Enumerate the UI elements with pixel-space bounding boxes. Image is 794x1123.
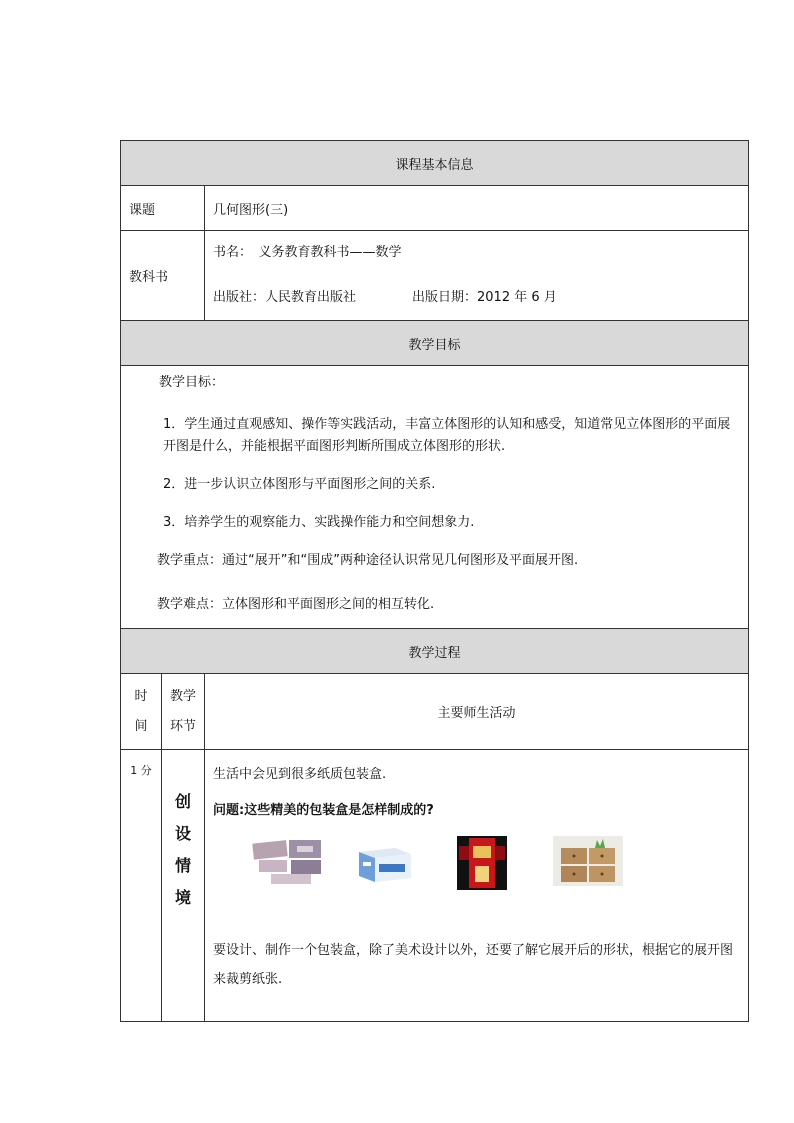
- packaging-box-image: [457, 836, 507, 890]
- textbook-label: 教科书: [121, 231, 205, 321]
- packaging-box-image: [355, 842, 415, 886]
- column-header-stage: [162, 674, 205, 750]
- textbook-pub-date: 出版日期：2012 年 6 月: [412, 290, 557, 305]
- column-header-stage-line: 环节: [169, 718, 196, 734]
- column-header-time: [121, 674, 162, 750]
- section-header-basic-info: 课程基本信息: [121, 141, 749, 186]
- stage-char: 创: [174, 792, 191, 811]
- topic-label: 课题: [121, 186, 205, 231]
- key-point: 教学重点：通过“展开”和“围成”两种途径认识常见几何图形及平面展开图.: [157, 553, 579, 568]
- packaging-box-image: [249, 838, 329, 888]
- section-header-objectives: 教学目标: [121, 321, 749, 366]
- section-header-process: 教学过程: [121, 629, 749, 674]
- activity-question: 问题:这些精美的包装盒是怎样制成的?: [213, 803, 434, 818]
- lesson-plan-document: [120, 140, 748, 1022]
- stage-char: 境: [174, 888, 191, 907]
- objective-item: 1．学生通过直观感知、操作等实践活动，丰富立体图形的认知和感受，知道常见立体图形的平面展开图是什么，并能根据平面图形判断所围成立体图形的形状.: [163, 417, 731, 454]
- textbook-info: [205, 231, 749, 321]
- stage-cell: [162, 750, 205, 1022]
- column-header-activity: 主要师生活动: [205, 674, 749, 750]
- column-header-stage-line: 教学: [169, 688, 196, 704]
- lesson-plan-table: [120, 140, 749, 1022]
- textbook-publisher: 出版社：人民教育出版社: [213, 290, 357, 305]
- activity-conclusion: 要设计、制作一个包装盒，除了美术设计以外，还要了解它展开后的形状，根据它的展开图来裁剪纸张.: [213, 943, 734, 987]
- textbook-name: 书名： 义务教育教科书——数学: [213, 245, 402, 260]
- objective-item: 2．进一步认识立体图形与平面图形之间的关系.: [163, 477, 436, 492]
- activity-cell: [205, 750, 749, 1022]
- topic-value: 几何图形(三): [205, 186, 749, 231]
- objective-item: 3．培养学生的观察能力、实践操作能力和空间想象力.: [163, 515, 475, 530]
- difficulty-point: 教学难点：立体图形和平面图形之间的相互转化.: [157, 597, 435, 612]
- objectives-heading: 教学目标：: [159, 375, 225, 390]
- column-header-time-line: 间: [134, 718, 148, 734]
- textbook-publisher-row: [213, 287, 748, 309]
- objectives-cell: [121, 366, 749, 629]
- stage-char: 设: [174, 824, 191, 843]
- packaging-box-image: [553, 836, 623, 886]
- stage-char: 情: [174, 856, 191, 875]
- time-cell: 1 分: [121, 750, 162, 1022]
- column-header-time-line: 时: [134, 688, 148, 704]
- activity-intro: 生活中会见到很多纸质包装盒.: [213, 767, 387, 782]
- packaging-images: [213, 836, 740, 896]
